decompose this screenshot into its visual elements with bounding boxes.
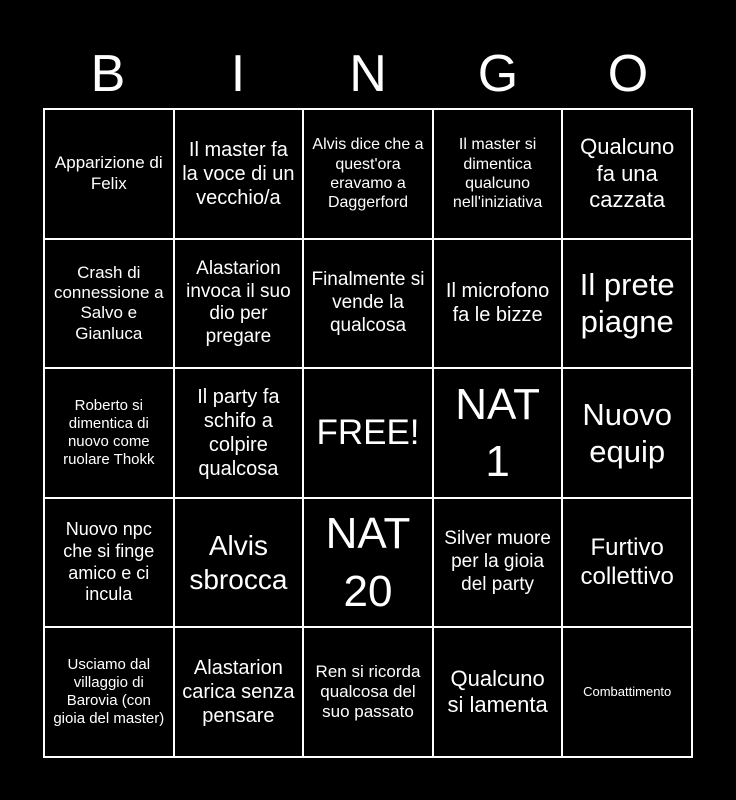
bingo-cell-r5c4[interactable]: Qualcuno si lamenta [433,627,563,757]
bingo-cell-r2c5[interactable]: Il prete piagne [562,239,692,369]
bingo-cell-r4c5[interactable]: Furtivo collettivo [562,498,692,628]
bingo-cell-r4c3[interactable]: NAT 20 [303,498,433,628]
bingo-cell-r5c1[interactable]: Usciamo dal villaggio di Barovia (con gioia del master) [44,627,174,757]
bingo-cell-r2c3[interactable]: Finalmente si vende la qualcosa [303,239,433,369]
header-letter-i: I [230,45,246,103]
bingo-cell-r3c2[interactable]: Il party fa schifo a colpire qualcosa [174,368,304,498]
header-letter-g: G [477,45,519,103]
bingo-header [43,40,693,108]
header-letter-o: O [607,45,649,103]
bingo-cell-r1c4[interactable]: Il master si dimentica qualcuno nell'iniziativa [433,109,563,239]
bingo-cell-r1c5[interactable]: Qualcuno fa una cazzata [562,109,692,239]
bingo-cell-r4c1[interactable]: Nuovo npc che si finge amico e ci incula [44,498,174,628]
bingo-cell-r5c2[interactable]: Alastarion carica senza pensare [174,627,304,757]
bingo-card-grid [43,108,693,758]
bingo-cell-r5c5[interactable]: Combattimento [562,627,692,757]
bingo-cell-r4c4[interactable]: Silver muore per la gioia del party [433,498,563,628]
bingo-cell-r1c2[interactable]: Il master fa la voce di un vecchio/a [174,109,304,239]
bingo-cell-r3c5[interactable]: Nuovo equip [562,368,692,498]
header-letter-b: B [90,45,126,103]
bingo-cell-r1c3[interactable]: Alvis dice che a quest'ora eravamo a Daggerford [303,109,433,239]
bingo-cell-r2c1[interactable]: Crash di connessione a Salvo e Gianluca [44,239,174,369]
bingo-cell-free[interactable]: FREE! [303,368,433,498]
bingo-cell-r3c1[interactable]: Roberto si dimentica di nuovo come ruolare Thokk [44,368,174,498]
header-letter-n: N [349,45,387,103]
bingo-cell-r4c2[interactable]: Alvis sbrocca [174,498,304,628]
bingo-cell-r2c2[interactable]: Alastarion invoca il suo dio per pregare [174,239,304,369]
bingo-cell-r3c4[interactable]: NAT 1 [433,368,563,498]
bingo-cell-r5c3[interactable]: Ren si ricorda qualcosa del suo passato [303,627,433,757]
bingo-cell-r1c1[interactable]: Apparizione di Felix [44,109,174,239]
bingo-cell-r2c4[interactable]: Il microfono fa le bizze [433,239,563,369]
